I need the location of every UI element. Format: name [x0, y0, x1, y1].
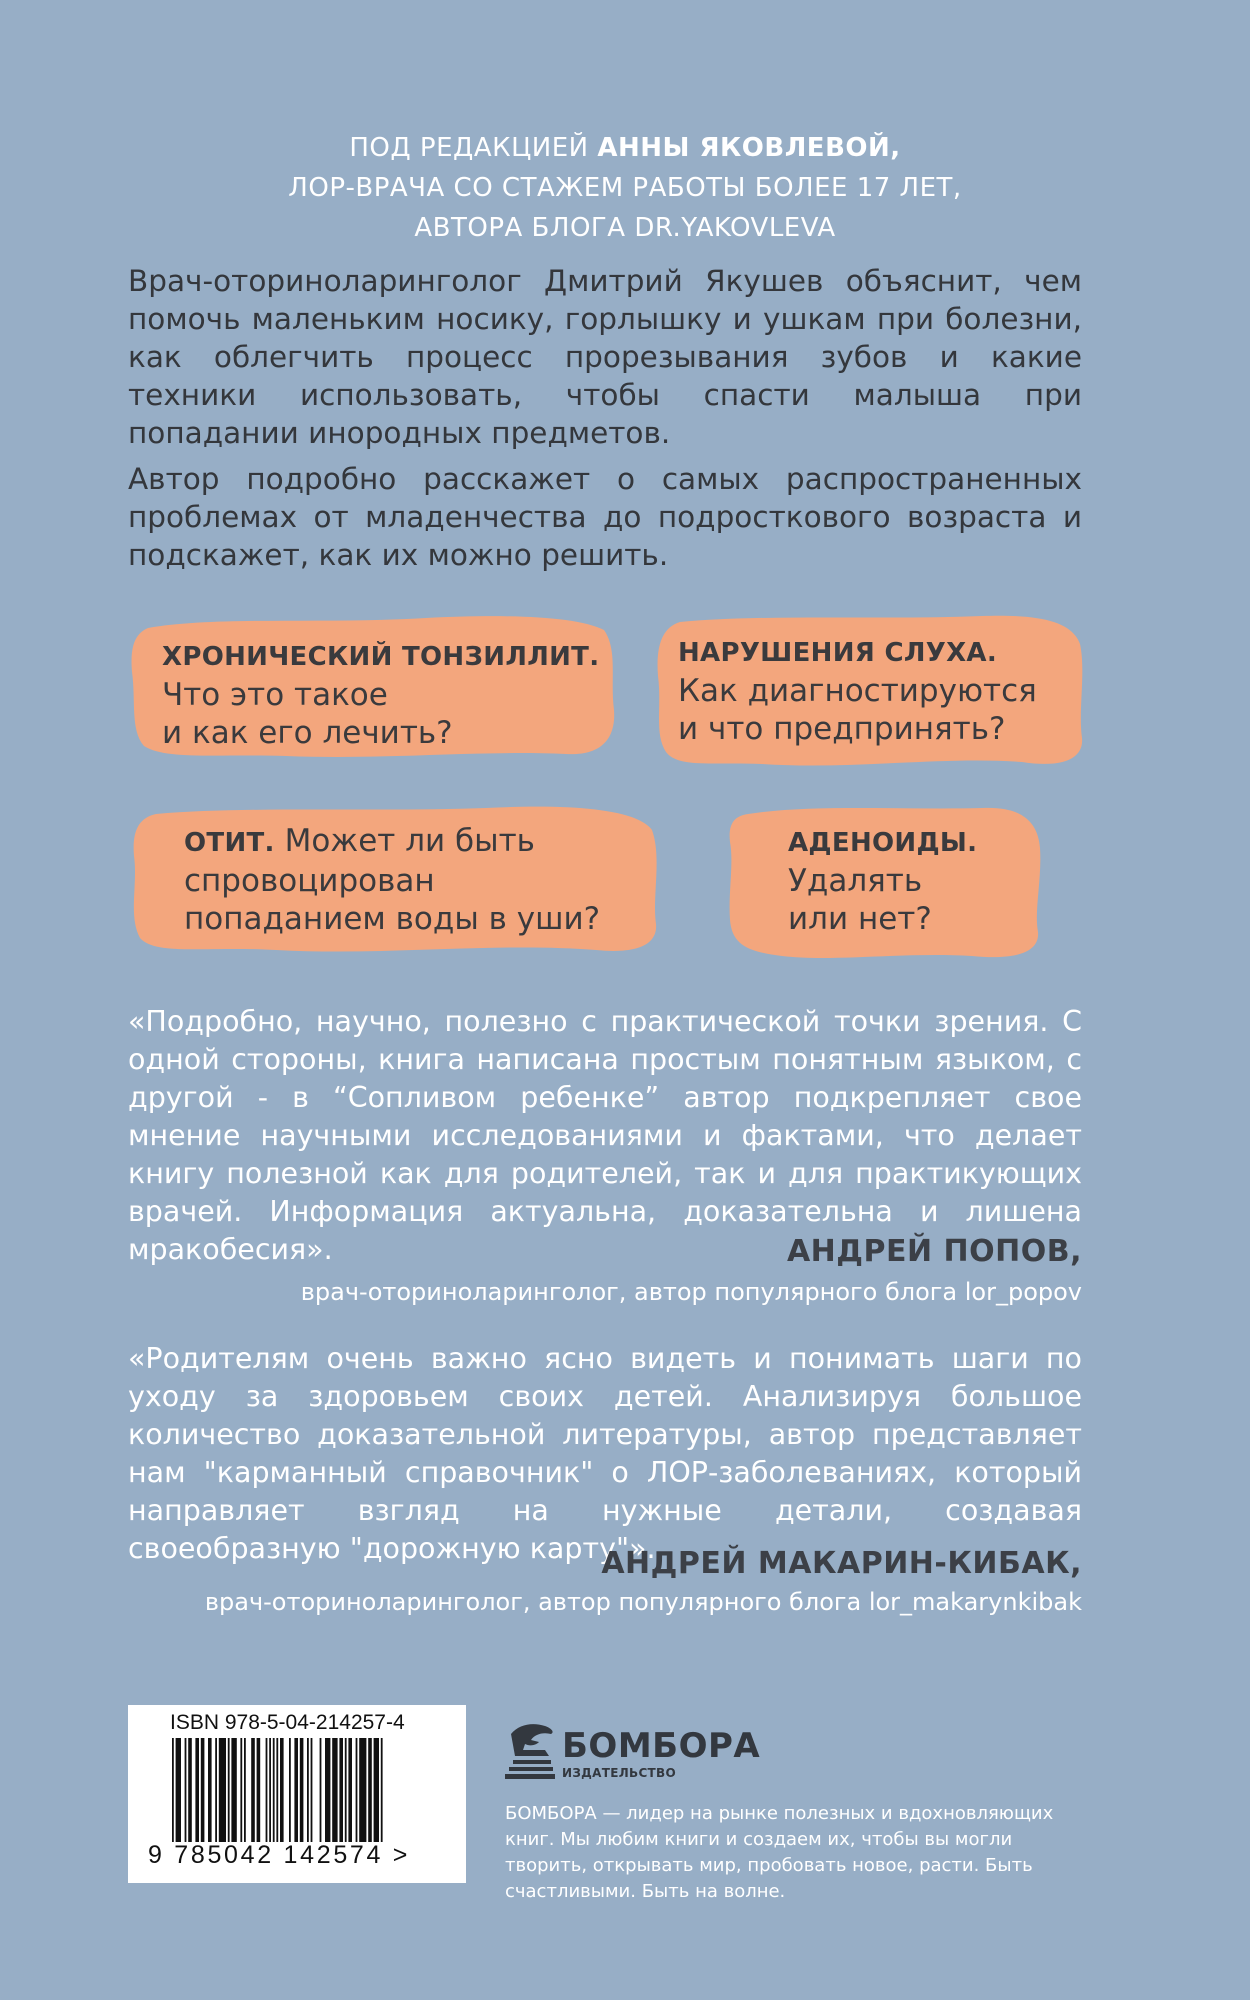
isbn-digits: 9 785042 142574 >: [148, 1841, 411, 1869]
review-author-role-1: врач-оториноларинголог, автор популярного блога lor_popov: [300, 1278, 1082, 1306]
editor-name: АННЫ ЯКОВЛЕВОЙ,: [597, 133, 901, 163]
editor-line-3: АВТОРА БЛОГА DR.YAKOVLEVA: [414, 213, 836, 243]
isbn-label: ISBN 978-5-04-214257-4: [170, 1711, 405, 1734]
bubble-title: НАРУШЕНИЯ СЛУХА.: [678, 638, 998, 668]
bubble-title: АДЕНОИДЫ.: [788, 828, 978, 858]
review-author-2: АНДРЕЙ МАКАРИН-КИБАК,: [601, 1546, 1082, 1581]
topic-bubble-adenoids: [722, 800, 1042, 962]
editor-line-2: ЛОР-ВРАЧА СО СТАЖЕМ РАБОТЫ БОЛЕЕ 17 ЛЕТ,: [288, 173, 962, 203]
bubble-title: ХРОНИЧЕСКИЙ ТОНЗИЛЛИТ.: [162, 642, 600, 672]
review-quote-2: «Родителям очень важно ясно видеть и понимать шаги по уходу за здоровьем своих детей. Анализируя большое количество доказательной литературы, автор представляет нам "карманный справочник" о ЛОР-заболеваниях, который направляет взгляд на нужные детали, создавая своеобразную "дорожную карту"».: [128, 1342, 1082, 1565]
review-author-role-2: врач-оториноларинголог, автор популярного блога lor_makarynkibak: [204, 1588, 1082, 1616]
bubble-line: Что это такое: [162, 677, 388, 713]
publisher-subtitle: ИЗДАТЕЛЬСТВО: [562, 1766, 676, 1780]
bombora-logo-icon: [505, 1720, 559, 1782]
bubble-line: Как диагностируются: [678, 673, 1037, 709]
publisher-name: БОМБОРА: [562, 1726, 761, 1766]
review-quote-1: «Подробно, научно, полезно с практической точки зрения. С одной стороны, книга написана простым понятным языком, с другой - в “Сопливом ребенке” автор подкрепляет свое мнение научными исследованиями и фактами, что делает книгу полезной как для родителей, так и для практикующих врачей. Информация актуальна, доказательна и лишена мракобесия».: [128, 1005, 1082, 1266]
intro-paragraph: Врач-оториноларинголог Дмитрий Якушев объяснит, чем помочь маленьким носику, горлышку и ушкам при болезни, как облегчить процесс прорезывания зубов и какие техники использовать, чтобы спасти малыша при попадании инородных предметов.: [128, 264, 1082, 450]
bubble-line: Удалять: [788, 863, 923, 899]
bubble-title: ОТИТ.: [184, 828, 275, 858]
topic-bubble-hearing: [652, 610, 1084, 772]
topic-bubble-otitis: [126, 800, 660, 958]
bubble-line: и что предпринять?: [678, 711, 1006, 747]
bubble-line: попаданием воды в уши?: [184, 901, 601, 937]
barcode-icon: [172, 1738, 422, 1842]
isbn-barcode-box: [128, 1705, 466, 1883]
intro-paragraph-2: Автор подробно расскажет о самых распространенных проблемах от младенчества до подросткового возраста и подскажет, как их можно решить.: [128, 462, 1082, 572]
editor-line-1: ПОД РЕДАКЦИЕЙ АННЫ ЯКОВЛЕВОЙ,: [349, 133, 901, 163]
publisher-description: БОМБОРА — лидер на рынке полезных и вдохновляющих книг. Мы любим книги и создаем их, чтобы вы могли творить, открывать мир, пробовать новое, расти. Быть счастливыми. Быть на волне.: [505, 1803, 1054, 1902]
bubble-line: и как его лечить?: [162, 715, 453, 751]
topic-bubble-tonsillitis: [126, 610, 618, 762]
bubble-line: или нет?: [788, 901, 932, 937]
editor-credit: [125, 128, 1125, 248]
review-author-1: АНДРЕЙ ПОПОВ,: [786, 1234, 1082, 1269]
bubble-line: Может ли быть: [274, 823, 535, 859]
bubble-line: спровоцирован: [184, 863, 435, 899]
